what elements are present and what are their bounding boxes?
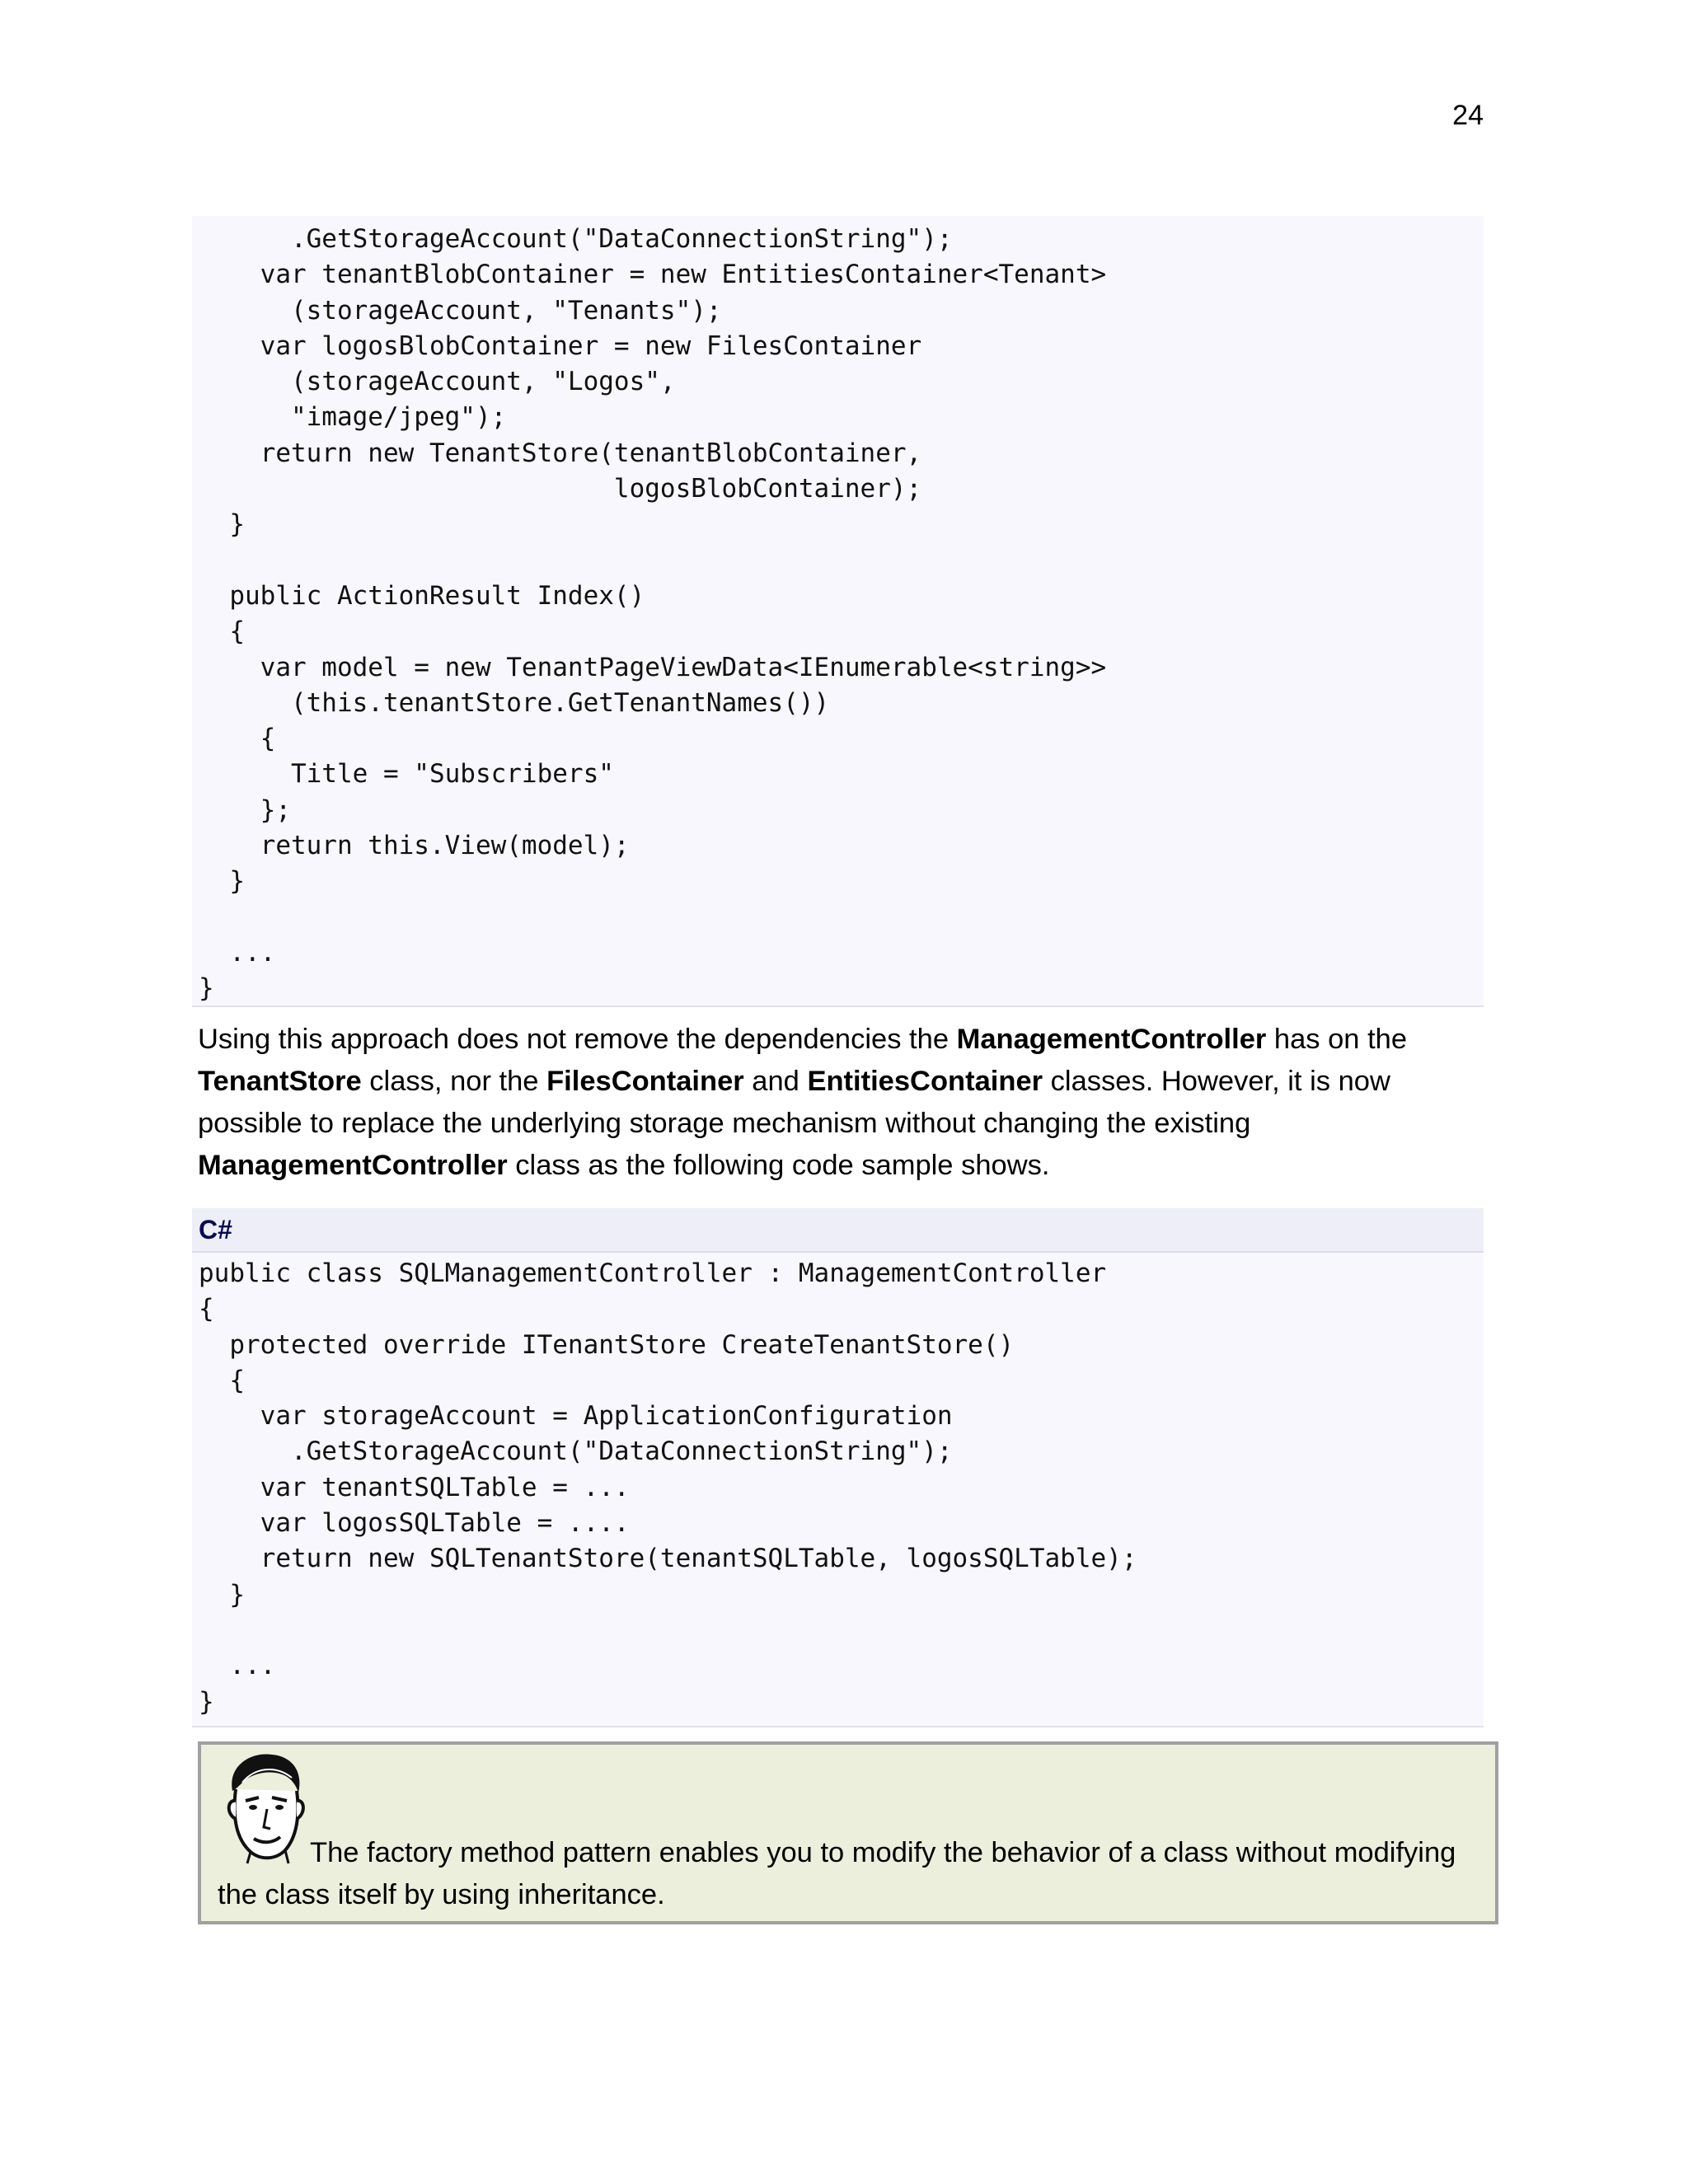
paragraph-text: Using this approach does not remove the dependencies the — [198, 1024, 957, 1055]
code-line: { — [199, 1294, 214, 1324]
code-line: var storageAccount = ApplicationConfiguration — [199, 1401, 953, 1432]
paragraph-text: and — [743, 1066, 808, 1097]
code-line: (storageAccount, "Tenants"); — [199, 295, 722, 326]
code-line: "image/jpeg"); — [199, 402, 507, 433]
code-line: ... — [199, 937, 276, 968]
code-line: .GetStorageAccount("DataConnectionString"); — [199, 1436, 953, 1467]
code-line: (storageAccount, "Logos", — [199, 367, 676, 397]
code-line: }; — [199, 794, 291, 825]
man-face-icon — [218, 1750, 307, 1865]
class-name-management-controller: ManagementController — [198, 1150, 508, 1181]
class-name-management-controller: ManagementController — [956, 1024, 1267, 1055]
code-line: } — [199, 973, 214, 1004]
code-line: var tenantBlobContainer = new EntitiesContainer<Tenant> — [199, 260, 1107, 290]
class-name-files-container: FilesContainer — [546, 1066, 744, 1097]
code-line: { — [199, 616, 245, 647]
paragraph-text: class, nor the — [361, 1066, 547, 1097]
code-block-sql-management-controller — [192, 1208, 1484, 1727]
code-line: ... — [199, 1651, 276, 1681]
class-name-tenant-store: TenantStore — [198, 1066, 362, 1097]
paragraph-text: class as the following code sample shows. — [507, 1150, 1050, 1181]
code-line: return new SQLTenantStore(tenantSQLTable, logosSQLTable); — [199, 1544, 1137, 1574]
code-line — [199, 900, 1484, 935]
code-line: { — [199, 724, 276, 754]
code-language-label: C# — [192, 1208, 1484, 1253]
code-line: var logosSQLTable = .... — [199, 1508, 630, 1539]
code-line: public class SQLManagementController : ManagementController — [199, 1258, 1107, 1288]
code-lines — [192, 1253, 1484, 1720]
code-line: public ActionResult Index() — [199, 580, 645, 611]
code-line — [199, 543, 1484, 579]
code-line: } — [199, 1686, 214, 1717]
code-line: var model = new TenantPageViewData<IEnumerable<string>> — [199, 652, 1107, 682]
code-line: logosBlobContainer); — [199, 474, 922, 504]
code-line: Title = "Subscribers" — [199, 759, 614, 790]
class-name-entities-container: EntitiesContainer — [807, 1066, 1043, 1097]
code-line: return new TenantStore(tenantBlobContainer, — [199, 438, 922, 468]
code-line: var tenantSQLTable = ... — [199, 1472, 630, 1502]
code-line: .GetStorageAccount("DataConnectionString"); — [199, 224, 953, 254]
body-paragraph — [198, 1019, 1484, 1187]
note-text: The factory method pattern enables you to modify the behavior of a class without modifying the class itself by using inheritance. — [218, 1837, 1456, 1910]
code-line: (this.tenantStore.GetTenantNames()) — [199, 687, 830, 718]
code-line: protected override ITenantStore CreateTenantStore() — [199, 1329, 1015, 1360]
code-line: return this.View(model); — [199, 831, 630, 861]
code-lines — [192, 222, 1484, 1007]
note-box — [198, 1741, 1498, 1924]
code-line: var logosBlobContainer = new FilesContainer — [199, 330, 922, 361]
code-line: } — [199, 509, 245, 540]
code-line: } — [199, 1579, 245, 1610]
code-line — [199, 1613, 1484, 1648]
paragraph-text: has on the — [1266, 1024, 1408, 1055]
code-line: { — [199, 1365, 245, 1395]
code-line: } — [199, 866, 245, 897]
paragraph-text: classes. However, it is now possible to replace the underlying storage mechanism without changing the existing — [198, 1066, 1390, 1139]
code-block-tenant-store — [192, 216, 1484, 1007]
page-number: 24 — [1452, 100, 1484, 131]
